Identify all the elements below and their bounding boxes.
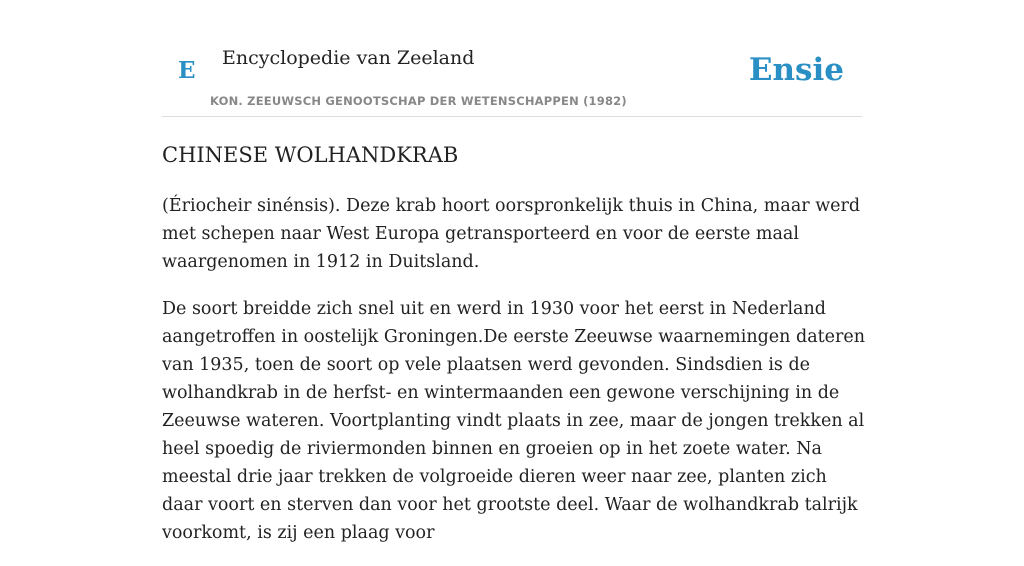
brand-logo[interactable]: Ensie	[748, 52, 844, 88]
article-paragraph: De soort breidde zich snel uit en werd in 1930 voor het eerst in Nederland aangetroffen in oostelijk Groningen.De eerste Zeeuwse waarnemingen dateren van 1935, toen de soort op vele plaatsen werd gevonden. Sindsdien is de wolhandkrab in de herfst- en wintermaanden een gewone verschijning in de Zeeuwse wateren. Voortplanting vindt plaats in zee, maar de jongen trekken al heel spoedig de riviermonden binnen en groeien op in het zoete water. Na meestal drie jaar trekken de volgroeide dieren weer naar zee, planten zich daar voort en sterven dan voor het grootste deel. Waar de wolhandkrab talrijk voorkomt, is zij een plaag voor	[162, 299, 866, 543]
article-paragraph: (Ériocheir sinénsis). Deze krab hoort oorspronkelijk thuis in China, maar werd met schepen naar West Europa getransporteerd en voor de eerste maal waargenomen in 1912 in Duitsland.	[162, 196, 861, 272]
publisher-subtitle: KON. ZEEUWSCH GENOOTSCHAP DER WETENSCHAPPEN (1982)	[210, 94, 627, 108]
page-header	[162, 40, 862, 117]
logo-icon[interactable]: E	[178, 57, 196, 84]
encyclopedia-title[interactable]: Encyclopedie van Zeeland	[222, 47, 475, 69]
article-title: CHINESE WOLHANDKRAB	[162, 143, 459, 167]
article-body	[162, 192, 872, 566]
